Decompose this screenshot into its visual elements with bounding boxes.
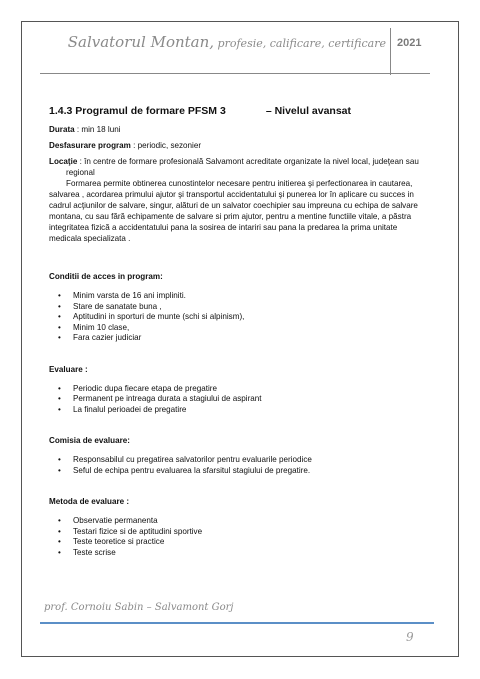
field-desfasurare-label: Desfasurare program	[49, 141, 131, 150]
list-item: • Testari fizice si de aptitudini sportive	[49, 527, 429, 538]
field-durata-value: : min 18 luni	[74, 125, 121, 134]
section-title-text: 1.4.3 Programul de formare PFSM 3	[49, 105, 226, 117]
footer-author: prof. Cornoiu Sabin – Salvamont Gorj	[44, 602, 234, 613]
list-item: • Responsabilul cu pregatirea salvatorilor pentru evaluarile periodice	[49, 455, 429, 466]
header-title	[60, 33, 386, 51]
list-metoda	[49, 516, 429, 558]
field-desfasurare-value: : periodic, sezonier	[130, 141, 202, 150]
field-locatie	[49, 156, 429, 167]
list-item: • Minim 10 clase,	[49, 323, 429, 334]
list-item: • Permanent pe intreaga durata a stagiului de aspirant	[49, 394, 429, 405]
description-paragraph: Formarea permite obtinerea cunostintelor necesare pentru initierea şi perfectionarea in cautarea, salvarea , acordarea primului ajutor şi transportul accidentatului şi punerea lor în aplicare cu succes in cadrul acţiunilor de salvare, singur, alături de un salvator coechipier sau impreuna cu echipa de salvare montana, cu sau fără echipamente de salvare si prim ajutor, pentru a mentine functiile vitale, a păstra integritatea fizică a accidentatului pana la sosirea de intariri sau pana la predarea la prima unitate medicala specializata .	[49, 179, 418, 243]
list-item: • Periodic dupa fiecare etapa de pregatire	[49, 384, 429, 395]
field-locatie-label: Locaţie	[49, 157, 78, 166]
field-durata	[49, 124, 429, 135]
header-divider-horizontal	[40, 73, 430, 74]
list-conditii	[49, 291, 429, 344]
section-level: – Nivelul avansat	[265, 105, 352, 117]
list-evaluare	[49, 384, 429, 416]
heading-metoda: Metoda de evaluare :	[49, 497, 130, 506]
page-number: 9	[406, 630, 414, 644]
field-desfasurare	[49, 140, 429, 151]
list-comisia	[49, 455, 429, 476]
list-item: • Seful de echipa pentru evaluarea la sfarsitul stagiului de pregatire.	[49, 466, 429, 477]
header-divider-vertical	[390, 28, 391, 75]
field-locatie-continuation: regional	[66, 168, 95, 177]
heading-conditii: Conditii de acces in program:	[49, 272, 163, 281]
field-locatie-value: : în centre de formare profesională Salvamont acreditate organizate la nivel local, judeţean sau	[77, 157, 419, 166]
list-item: • Teste teoretice si practice	[49, 537, 429, 548]
header-title-sub: profesie, calificare, certificare	[214, 37, 386, 50]
header-year: 2021	[397, 37, 422, 49]
section-title	[49, 106, 429, 117]
field-durata-label: Durata	[49, 125, 75, 134]
header-title-main: Salvatorul Montan,	[67, 33, 215, 51]
list-item: • Teste scrise	[49, 548, 429, 559]
footer-rule	[40, 622, 434, 624]
heading-evaluare: Evaluare :	[49, 364, 88, 374]
list-item: • Fara cazier judiciar	[49, 333, 429, 344]
list-item: • La finalul perioadei de pregatire	[49, 405, 429, 416]
list-item: • Stare de sanatate buna ,	[49, 302, 429, 313]
list-item: • Aptitudini in sporturi de munte (schi si alpinism),	[49, 312, 429, 323]
list-item: • Minim varsta de 16 ani impliniti.	[49, 291, 429, 302]
list-item: • Observatie permanenta	[49, 516, 429, 527]
document-body	[49, 106, 429, 558]
heading-comisia: Comisia de evaluare:	[49, 436, 130, 445]
